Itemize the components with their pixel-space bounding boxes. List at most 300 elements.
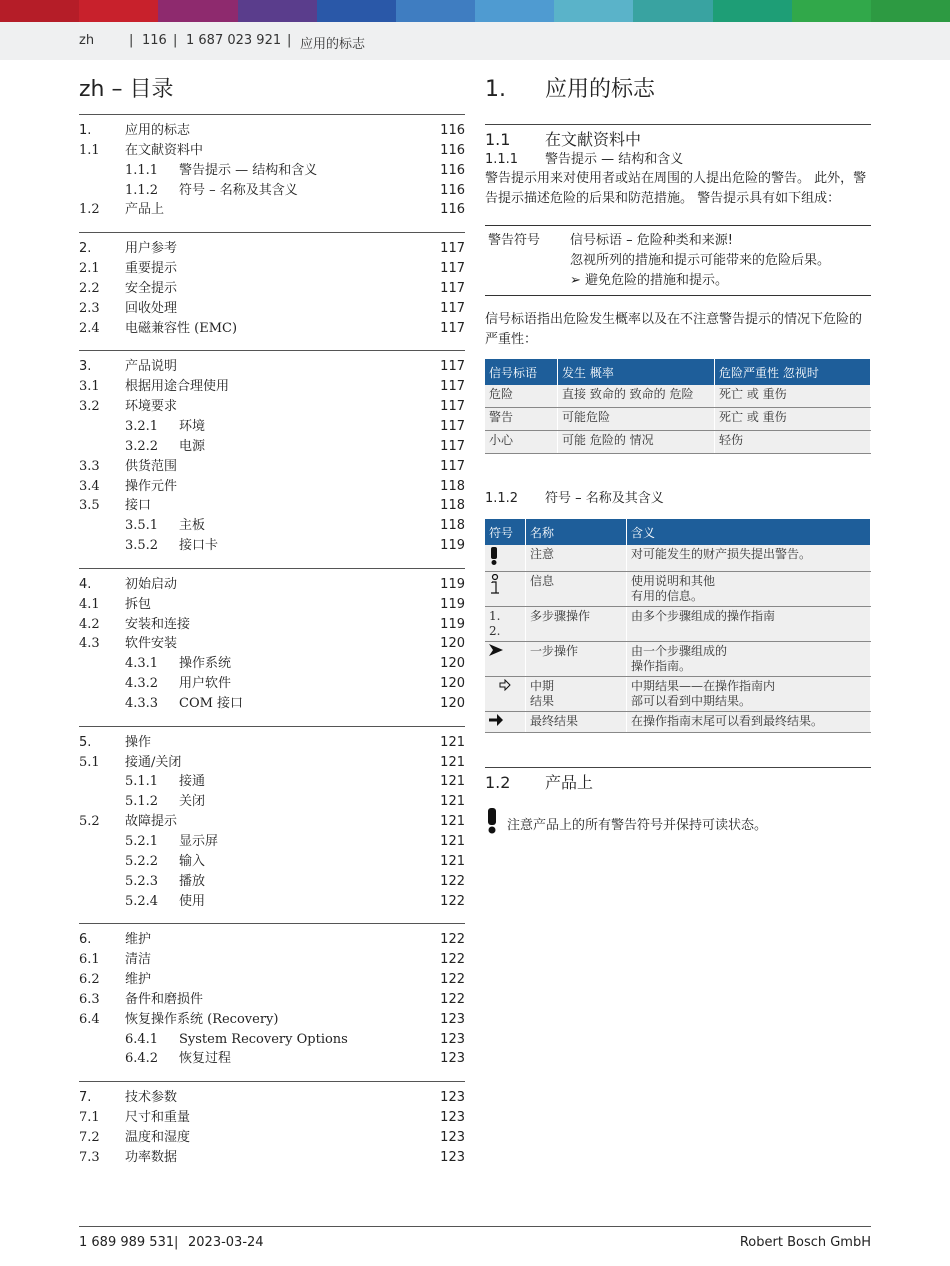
toc-entry-page: 121 [440,794,465,810]
toc-entry-text: 使用 [179,893,206,909]
toc-entry[interactable] [79,417,465,437]
toc-entry[interactable] [79,615,465,635]
toc-entry[interactable] [79,595,465,615]
toc-entry[interactable] [79,772,465,792]
toc-entry-text: 技术参数 [125,1090,178,1106]
toc-entry-page: 122 [440,991,465,1007]
toc-entry[interactable] [79,812,465,832]
toc-entry-number: 2.4 [79,320,100,336]
toc-entry[interactable] [79,259,465,279]
toc-entry-number: 2.1 [79,261,100,277]
toc-entry[interactable] [79,753,465,773]
toc-entry-page: 123 [440,1129,465,1145]
color-band-segment [871,0,950,22]
color-band-segment [317,0,396,22]
exclamation-icon [489,554,499,568]
toc-entry-page: 117 [440,399,465,415]
toc-entry-page: 117 [440,418,465,434]
toc-entry-page: 122 [440,893,465,909]
toc-entry-number: 1.2 [79,202,100,218]
table-row [485,572,871,607]
toc-entry-text: 接口卡 [179,538,219,554]
symbol-name: 中期 结果 [526,677,627,712]
toc-entry[interactable] [79,121,465,141]
toc-entry[interactable] [79,377,465,397]
toc-entry-number: 1.1 [79,142,100,158]
toc-entry-page: 122 [440,952,465,968]
color-band-segment [633,0,712,22]
symbol-name: 注意 [526,545,627,572]
toc-entry[interactable] [79,477,465,497]
header-section: 应用的标志 [300,37,366,52]
symbol-meaning: 由一个步骤组成的 操作指南。 [627,642,871,677]
table-cell: 死亡 或 重伤 [715,385,871,408]
warning-line-signal: 信号标语 – 危险种类和来源! [570,233,733,248]
toc-entry-text: 供货范围 [125,458,178,474]
toc-entry-number: 7. [79,1090,92,1106]
symbol-meaning: 对可能发生的财产损失提出警告。 [627,545,871,572]
toc-entry[interactable] [79,279,465,299]
toc-entry-page: 121 [440,734,465,750]
toc-entry-text: 用户软件 [179,676,232,692]
toc-entry[interactable] [79,634,465,654]
toc-entry-number: 3.5.2 [125,538,159,554]
color-band-segment [792,0,871,22]
signal-word-paragraph: 信号标语指出危险发生概率以及在不注意警告提示的情况下危险的严重性： [485,312,863,347]
toc-entry-page: 123 [440,1149,465,1165]
toc-entry-number: 4.3 [79,636,100,652]
product-note [485,808,871,838]
toc-entry-page: 117 [440,300,465,316]
toc-entry[interactable] [79,950,465,970]
toc-entry-number: 6.4 [79,1011,100,1027]
toc-entry-number: 1. [79,123,92,138]
section-title: 警告提示 — 结构和含义 [545,152,684,167]
toc-entry-text: 尺寸和重量 [125,1110,191,1126]
warning-line-consequence: 忽视所列的措施和提示可能带来的危险后果。 [570,253,831,268]
symbol-meaning: 中期结果——在操作指南内 部可以看到中期结果。 [627,677,871,712]
section-number: 1.2 [485,773,511,792]
table-cell: 警告 [485,408,558,431]
table-cell: 可能危险 [558,408,715,431]
toc-entry-page: 120 [440,676,465,692]
toc-entry[interactable] [79,832,465,852]
toc-entry-number: 1.1.2 [125,182,159,198]
warning-line-measure: ➢ 避免危险的措施和提示。 [570,273,729,288]
header-lang: zh [79,33,95,48]
toc-entry-number: 6. [79,932,92,948]
toc-entry-page: 116 [440,162,465,178]
toc-entry-number: 2.3 [79,300,100,316]
toc-entry-page: 119 [440,616,465,632]
toc-entry[interactable] [79,141,465,161]
table-header: 名称 [526,519,627,545]
toc-entry-text: 用户参考 [125,241,178,257]
toc-entry-text: 故障提示 [125,814,178,830]
toc-entry-number: 4.3.3 [125,695,159,711]
table-row [485,642,871,677]
toc-entry-number: 5.1.1 [125,774,159,790]
toc-entry-number: 5.2.2 [125,853,159,869]
toc-entry-page: 123 [440,1110,465,1126]
toc-entry-page: 117 [440,379,465,395]
toc-entry-text: 环境 [179,418,206,434]
toc-entry-text: 在文献资料中 [125,142,204,158]
toc-group [79,923,465,1069]
toc-entry-text: 清洁 [125,952,152,968]
color-band-segment [713,0,792,22]
divider [485,767,871,768]
toc-entry-text: 重要提示 [125,261,178,277]
toc-entry-page: 117 [440,438,465,454]
toc-entry-page: 116 [440,123,465,138]
toc-entry-number: 3.1 [79,379,100,395]
header-separator: | [173,33,178,48]
table-cell: 轻伤 [715,431,871,454]
warning-intro-paragraph: 警告提示用来对使用者或站在周围的人提出危险的警告。 此外，警告提示描述危险的后果和防范措施。 警告提示具有如下组成： [485,171,867,206]
toc-entry-text: 功率数据 [125,1149,178,1165]
toc-entry-number: 7.2 [79,1129,100,1145]
toc-entry-page: 118 [440,478,465,494]
toc-entry-number: 1.1.1 [125,162,159,178]
divider [485,124,871,125]
info-icon [489,585,501,599]
toc-entry-number: 2.2 [79,280,100,296]
toc-entry[interactable] [79,299,465,319]
toc-entry-number: 4.2 [79,616,100,632]
table-header: 信号标语 [485,359,558,385]
toc-entry[interactable] [79,457,465,477]
toc-entry[interactable] [79,496,465,516]
symbol-name: 一步操作 [526,642,627,677]
section-1-1-1-heading [485,151,871,169]
toc-entry-text: 符号 – 名称及其含义 [179,182,298,198]
section-title: 符号 – 名称及其含义 [545,491,664,506]
toc-entry-page: 118 [440,518,465,534]
toc-list [79,114,465,1168]
table-row [485,408,871,431]
toc-entry[interactable] [79,1088,465,1108]
header-page: 116 [142,33,167,48]
color-band-segment [475,0,554,22]
toc-entry-number: 6.1 [79,952,100,968]
color-band-segment [0,0,79,22]
toc-entry-page: 121 [440,754,465,770]
symbol-name: 多步骤操作 [526,607,627,642]
toc-entry-page: 122 [440,972,465,988]
symbol-meaning: 在操作指南末尾可以看到最终结果。 [627,712,871,733]
header-separator: | [129,33,134,48]
product-note-text: 注意产品上的所有警告符号并保持可读状态。 [507,817,768,833]
toc-entry[interactable] [79,319,465,339]
symbol-cell: 1. 2. [485,607,526,642]
toc-entry-page: 117 [440,320,465,336]
toc-entry-page: 121 [440,853,465,869]
toc-entry-text: 主板 [179,518,206,534]
toc-title: zh – 目录 [79,77,174,102]
toc-entry-page: 117 [440,261,465,277]
table-header: 危险严重性 忽视时 [715,359,871,385]
toc-entry[interactable] [79,694,465,714]
toc-entry-number: 2. [79,241,92,257]
toc-entry-number: 6.3 [79,991,100,1007]
toc-group [79,114,465,220]
symbol-cell [485,572,526,607]
toc-entry-page: 121 [440,774,465,790]
toc-entry-page: 121 [440,814,465,830]
toc-entry[interactable] [79,161,465,181]
toc-entry-text: 初始启动 [125,576,178,592]
toc-entry-text: 环境要求 [125,399,178,415]
toc-entry[interactable] [79,437,465,457]
toc-entry[interactable] [79,536,465,556]
toc-entry-page: 116 [440,182,465,198]
toc-entry-number: 7.3 [79,1149,100,1165]
toc-group [79,350,465,555]
toc-entry[interactable] [79,1128,465,1148]
toc-entry-number: 4.3.1 [125,656,159,672]
toc-entry-number: 3.4 [79,478,100,494]
symbol-name: 信息 [526,572,627,607]
table-row [485,385,871,408]
toc-entry-page: 117 [440,359,465,375]
toc-group [79,568,465,714]
color-band-segment [554,0,633,22]
table-cell: 直接 致命的 致命的 危险 [558,385,715,408]
section-title: 产品上 [545,773,594,792]
toc-entry-page: 117 [440,458,465,474]
chapter-heading [485,78,871,114]
table-header: 发生 概率 [558,359,715,385]
header-doc-number: 1 687 023 921 [186,33,282,48]
toc-group [79,1081,465,1167]
toc-entry-text: 拆包 [125,596,152,612]
arrowhead-icon [489,645,503,659]
footer-separator: | [174,1235,179,1250]
table-cell: 可能 危险的 情况 [558,431,715,454]
toc-entry-text: 产品说明 [125,359,178,375]
color-band-segment [396,0,475,22]
toc-entry[interactable] [79,575,465,595]
table-cell: 危险 [485,385,558,408]
color-band-segment [158,0,237,22]
toc-entry-page: 121 [440,834,465,849]
section-1-2-heading [485,772,871,794]
toc-entry-text: 警告提示 — 结构和含义 [179,162,318,178]
toc-entry[interactable] [79,654,465,674]
page-footer [79,1226,871,1250]
toc-entry-text: 安全提示 [125,280,178,296]
toc-entry-number: 5.1.2 [125,794,159,810]
toc-entry[interactable] [79,239,465,259]
toc-entry-text: 软件安装 [125,636,178,652]
section-number: 1.1.1 [485,152,519,167]
symbol-meaning: 使用说明和其他 有用的信息。 [627,572,871,607]
toc-column [79,70,465,1180]
table-row [485,712,871,733]
toc-entry-text: 电磁兼容性 (EMC) [125,320,238,336]
toc-entry[interactable] [79,1030,465,1050]
table-header: 含义 [627,519,871,545]
toc-entry-page: 116 [440,142,465,158]
toc-entry[interactable] [79,1049,465,1069]
toc-entry-page: 117 [440,280,465,296]
toc-entry-page: 119 [440,576,465,592]
toc-entry-number: 4. [79,576,92,592]
toc-entry-text: 接通/关闭 [125,754,182,770]
toc-entry-text: 根据用途合理使用 [125,379,230,395]
toc-entry-text: 恢复过程 [179,1051,232,1067]
toc-entry-number: 4.3.2 [125,676,159,692]
toc-entry[interactable] [79,990,465,1010]
symbol-name: 最终结果 [526,712,627,733]
color-band-segment [238,0,317,22]
toc-entry-number: 5.2.1 [125,834,159,849]
symbol-cell [485,545,526,572]
toc-entry[interactable] [79,1108,465,1128]
symbol-table [485,519,871,733]
toc-entry[interactable] [79,872,465,892]
toc-entry-number: 7.1 [79,1110,100,1126]
chapter-title: 应用的标志 [545,77,656,102]
toc-entry[interactable] [79,1010,465,1030]
toc-entry-text: 回收处理 [125,300,178,316]
toc-entry-number: 3.5 [79,498,100,514]
exclamation-icon [485,808,507,838]
warning-structure-box [485,225,871,296]
toc-entry-page: 120 [440,636,465,652]
toc-entry-text: 温度和湿度 [125,1129,191,1145]
toc-entry-page: 123 [440,1031,465,1047]
toc-entry[interactable] [79,892,465,912]
toc-entry-text: 输入 [179,853,206,869]
page-header [0,22,950,60]
toc-entry-text: COM 接口 [179,695,244,711]
table-cell: 小心 [485,431,558,454]
toc-group [79,232,465,338]
toc-entry-number: 5.2.4 [125,893,159,909]
toc-entry[interactable] [79,792,465,812]
toc-entry-text: 备件和磨损件 [125,991,204,1007]
symbol-meaning: 由多个步骤组成的操作指南 [627,607,871,642]
toc-entry-page: 120 [440,656,465,672]
toc-entry-number: 5.2 [79,814,100,830]
toc-entry[interactable] [79,397,465,417]
toc-entry-page: 116 [440,202,465,218]
toc-entry-text: 维护 [125,932,152,948]
toc-entry-number: 3.2.1 [125,418,159,434]
bold-arrow-icon [489,715,503,729]
toc-entry-text: 接通 [179,774,206,790]
toc-entry-number: 5.2.3 [125,873,159,889]
symbol-cell [485,712,526,733]
toc-entry[interactable] [79,181,465,201]
footer-company: Robert Bosch GmbH [739,1235,871,1250]
warning-symbol-label: 警告符号 [488,233,541,248]
toc-entry-text: 显示屏 [179,834,219,849]
content-column [485,70,871,838]
toc-entry-page: 123 [440,1090,465,1106]
table-row [485,431,871,454]
table-row [485,677,871,712]
table-header: 符号 [485,519,526,545]
section-title: 在文献资料中 [545,130,642,149]
toc-entry-number: 6.2 [79,972,100,988]
toc-entry-number: 3.2 [79,399,100,415]
toc-entry-page: 122 [440,932,465,948]
symbol-cell [485,642,526,677]
toc-entry[interactable] [79,733,465,753]
toc-entry-text: 安装和连接 [125,616,191,632]
toc-entry-text: 接口 [125,498,152,514]
symbol-cell [485,677,526,712]
table-row [485,607,871,642]
color-band [0,0,950,22]
toc-entry-page: 123 [440,1011,465,1027]
toc-entry[interactable] [79,200,465,220]
toc-entry[interactable] [79,930,465,950]
footer-doc-number: 1 689 989 531 [79,1235,175,1250]
toc-entry-page: 118 [440,498,465,514]
table-row [485,545,871,572]
toc-entry-number: 3.2.2 [125,438,159,454]
header-separator: | [287,33,292,48]
toc-entry-text: 应用的标志 [125,123,191,138]
toc-entry[interactable] [79,970,465,990]
section-1-1-2-heading [485,488,871,510]
toc-entry-text: System Recovery Options [179,1031,348,1047]
toc-entry-page: 119 [440,538,465,554]
toc-entry-number: 3. [79,359,92,375]
toc-entry-page: 120 [440,695,465,711]
toc-entry-number: 4.1 [79,596,100,612]
section-number: 1.1.2 [485,491,519,506]
section-number: 1.1 [485,130,511,149]
color-band-segment [79,0,158,22]
table-cell: 死亡 或 重伤 [715,408,871,431]
toc-entry-page: 122 [440,873,465,889]
toc-entry-number: 3.3 [79,458,100,474]
toc-entry[interactable] [79,1148,465,1168]
toc-entry-text: 操作元件 [125,478,178,494]
toc-entry-text: 电源 [179,438,206,454]
toc-entry[interactable] [79,357,465,377]
toc-entry-page: 117 [440,241,465,257]
footer-date: 2023-03-24 [188,1235,264,1250]
toc-entry[interactable] [79,674,465,694]
toc-group [79,726,465,912]
toc-entry-text: 产品上 [125,202,165,218]
toc-entry-text: 关闭 [179,794,206,810]
section-1-1-heading [485,129,871,151]
toc-entry[interactable] [79,852,465,872]
toc-entry-text: 恢复操作系统 (Recovery) [125,1011,279,1027]
hollow-arrow-icon [499,680,511,694]
toc-entry-page: 123 [440,1051,465,1067]
toc-entry-text: 操作 [125,734,152,750]
toc-entry-text: 维护 [125,972,152,988]
chapter-number: 1. [485,77,506,102]
toc-entry-number: 5.1 [79,754,100,770]
signal-word-table [485,359,871,454]
toc-entry[interactable] [79,516,465,536]
toc-entry-number: 5. [79,734,92,750]
toc-entry-number: 6.4.1 [125,1031,159,1047]
toc-entry-text: 播放 [179,873,206,889]
toc-entry-number: 3.5.1 [125,518,159,534]
toc-entry-page: 119 [440,596,465,612]
toc-entry-text: 操作系统 [179,656,232,672]
